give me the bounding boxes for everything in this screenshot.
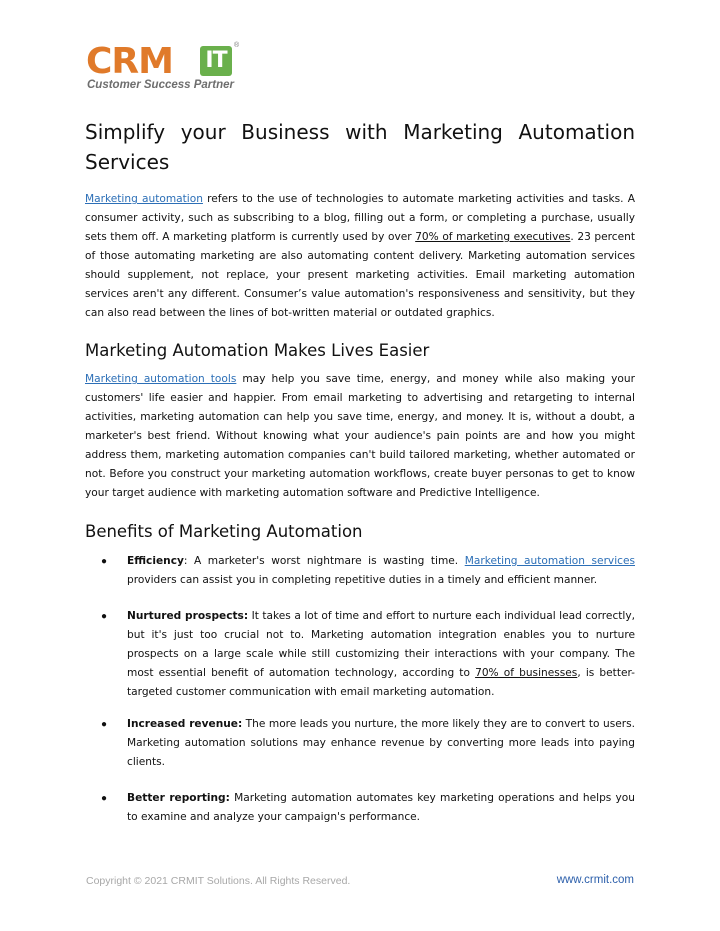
list-item-body: The more leads you nurture, the more likely they are to convert to users. Marketing automation solutions may enhance revenue by converting more leads into paying clients. (127, 718, 635, 768)
list-item-body: , is better-targeted customer communication with email marketing automation. (127, 667, 635, 698)
intro-text-2: . 23 percent of those automating marketing are also automating content delivery. Marketing automation services should supplement, not replace, your present marketing activities. Email marketing automation services aren't any different. Consumer’s value automation's responsiveness and sensitivity, but they can also read between the lines of bot-written material or outdated graphics. (85, 231, 635, 319)
list-item-body: Marketing automation automates key marketing operations and helps you to examine and analyze your campaign's performance. (127, 792, 635, 823)
page-title (85, 117, 635, 177)
page-title-line2: Services (85, 150, 170, 174)
bullet-icon: ● (101, 719, 108, 730)
crmit-logo (86, 41, 240, 92)
marketing-automation-services-link[interactable]: Marketing automation services (464, 555, 635, 567)
page-title-line1: Simplify your Business with Marketing Automation (85, 120, 635, 144)
list-item-text (127, 789, 635, 827)
section-heading-benefits: Benefits of Marketing Automation (85, 522, 363, 541)
marketing-automation-link[interactable]: Marketing automation (85, 193, 203, 205)
bullet-icon: ● (101, 793, 108, 804)
easier-text: may help you save time, energy, and money while also making your customers' life easier and happier. From email marketing to advertising and retargeting to internal activities, marketing automation can help you save time, energy, and money. It is, without a doubt, a marketer's best friend. Without knowing what your audience's pain points are and how you might address them, marketing automation companies can't build tailored marketing, whether automated or not. Before you construct your marketing automation workflows, create buyer personas to get to know your target audience with marketing automation software and Predictive Intelligence. (85, 373, 635, 499)
marketing-executives-link[interactable]: 70% of marketing executives (415, 231, 571, 243)
list-item-text (127, 715, 635, 772)
intro-paragraph (85, 190, 635, 323)
list-item-label: Better reporting: (127, 792, 230, 804)
bullet-icon: ● (101, 611, 108, 622)
list-item-label: Nurtured prospects: (127, 610, 249, 622)
section-heading-easier: Marketing Automation Makes Lives Easier (85, 341, 430, 360)
businesses-link[interactable]: 70% of businesses (475, 667, 578, 679)
list-item-body: : A marketer's worst nightmare is wasting time. (183, 555, 465, 567)
list-item-label: Increased revenue: (127, 718, 243, 730)
logo-wordmark: CRM (86, 41, 173, 82)
footer-copyright: Copyright © 2021 CRMIT Solutions. All Rights Reserved. (86, 875, 351, 887)
logo-registered-mark: ® (234, 42, 240, 49)
marketing-automation-tools-link[interactable]: Marketing automation tools (85, 373, 237, 385)
list-item-body: It takes a lot of time and effort to nurture each individual lead correctly, but it's just too crucial not to. Marketing automation integration enables you to nurture prospects on a large scale while still customizing their interactions with your company. The most essential benefit of automation technology, according to (127, 610, 635, 679)
list-item-text (127, 552, 635, 590)
logo-tagline: Customer Success Partner (87, 79, 235, 91)
footer-website-link[interactable]: www.crmit.com (556, 874, 634, 886)
logo-it-badge: IT (200, 46, 232, 76)
list-item-label: Efficiency (127, 555, 184, 567)
easier-paragraph (85, 370, 635, 503)
list-item-body: providers can assist you in completing repetitive duties in a timely and efficient manner. (127, 574, 598, 586)
intro-text-1: refers to the use of technologies to automate marketing activities and tasks. A consumer activity, such as subscribing to a blog, filling out a form, or completing a purchase, usually sets them off. A marketing platform is currently used by over (85, 193, 635, 243)
list-item-text (127, 607, 635, 702)
bullet-icon: ● (101, 556, 108, 567)
